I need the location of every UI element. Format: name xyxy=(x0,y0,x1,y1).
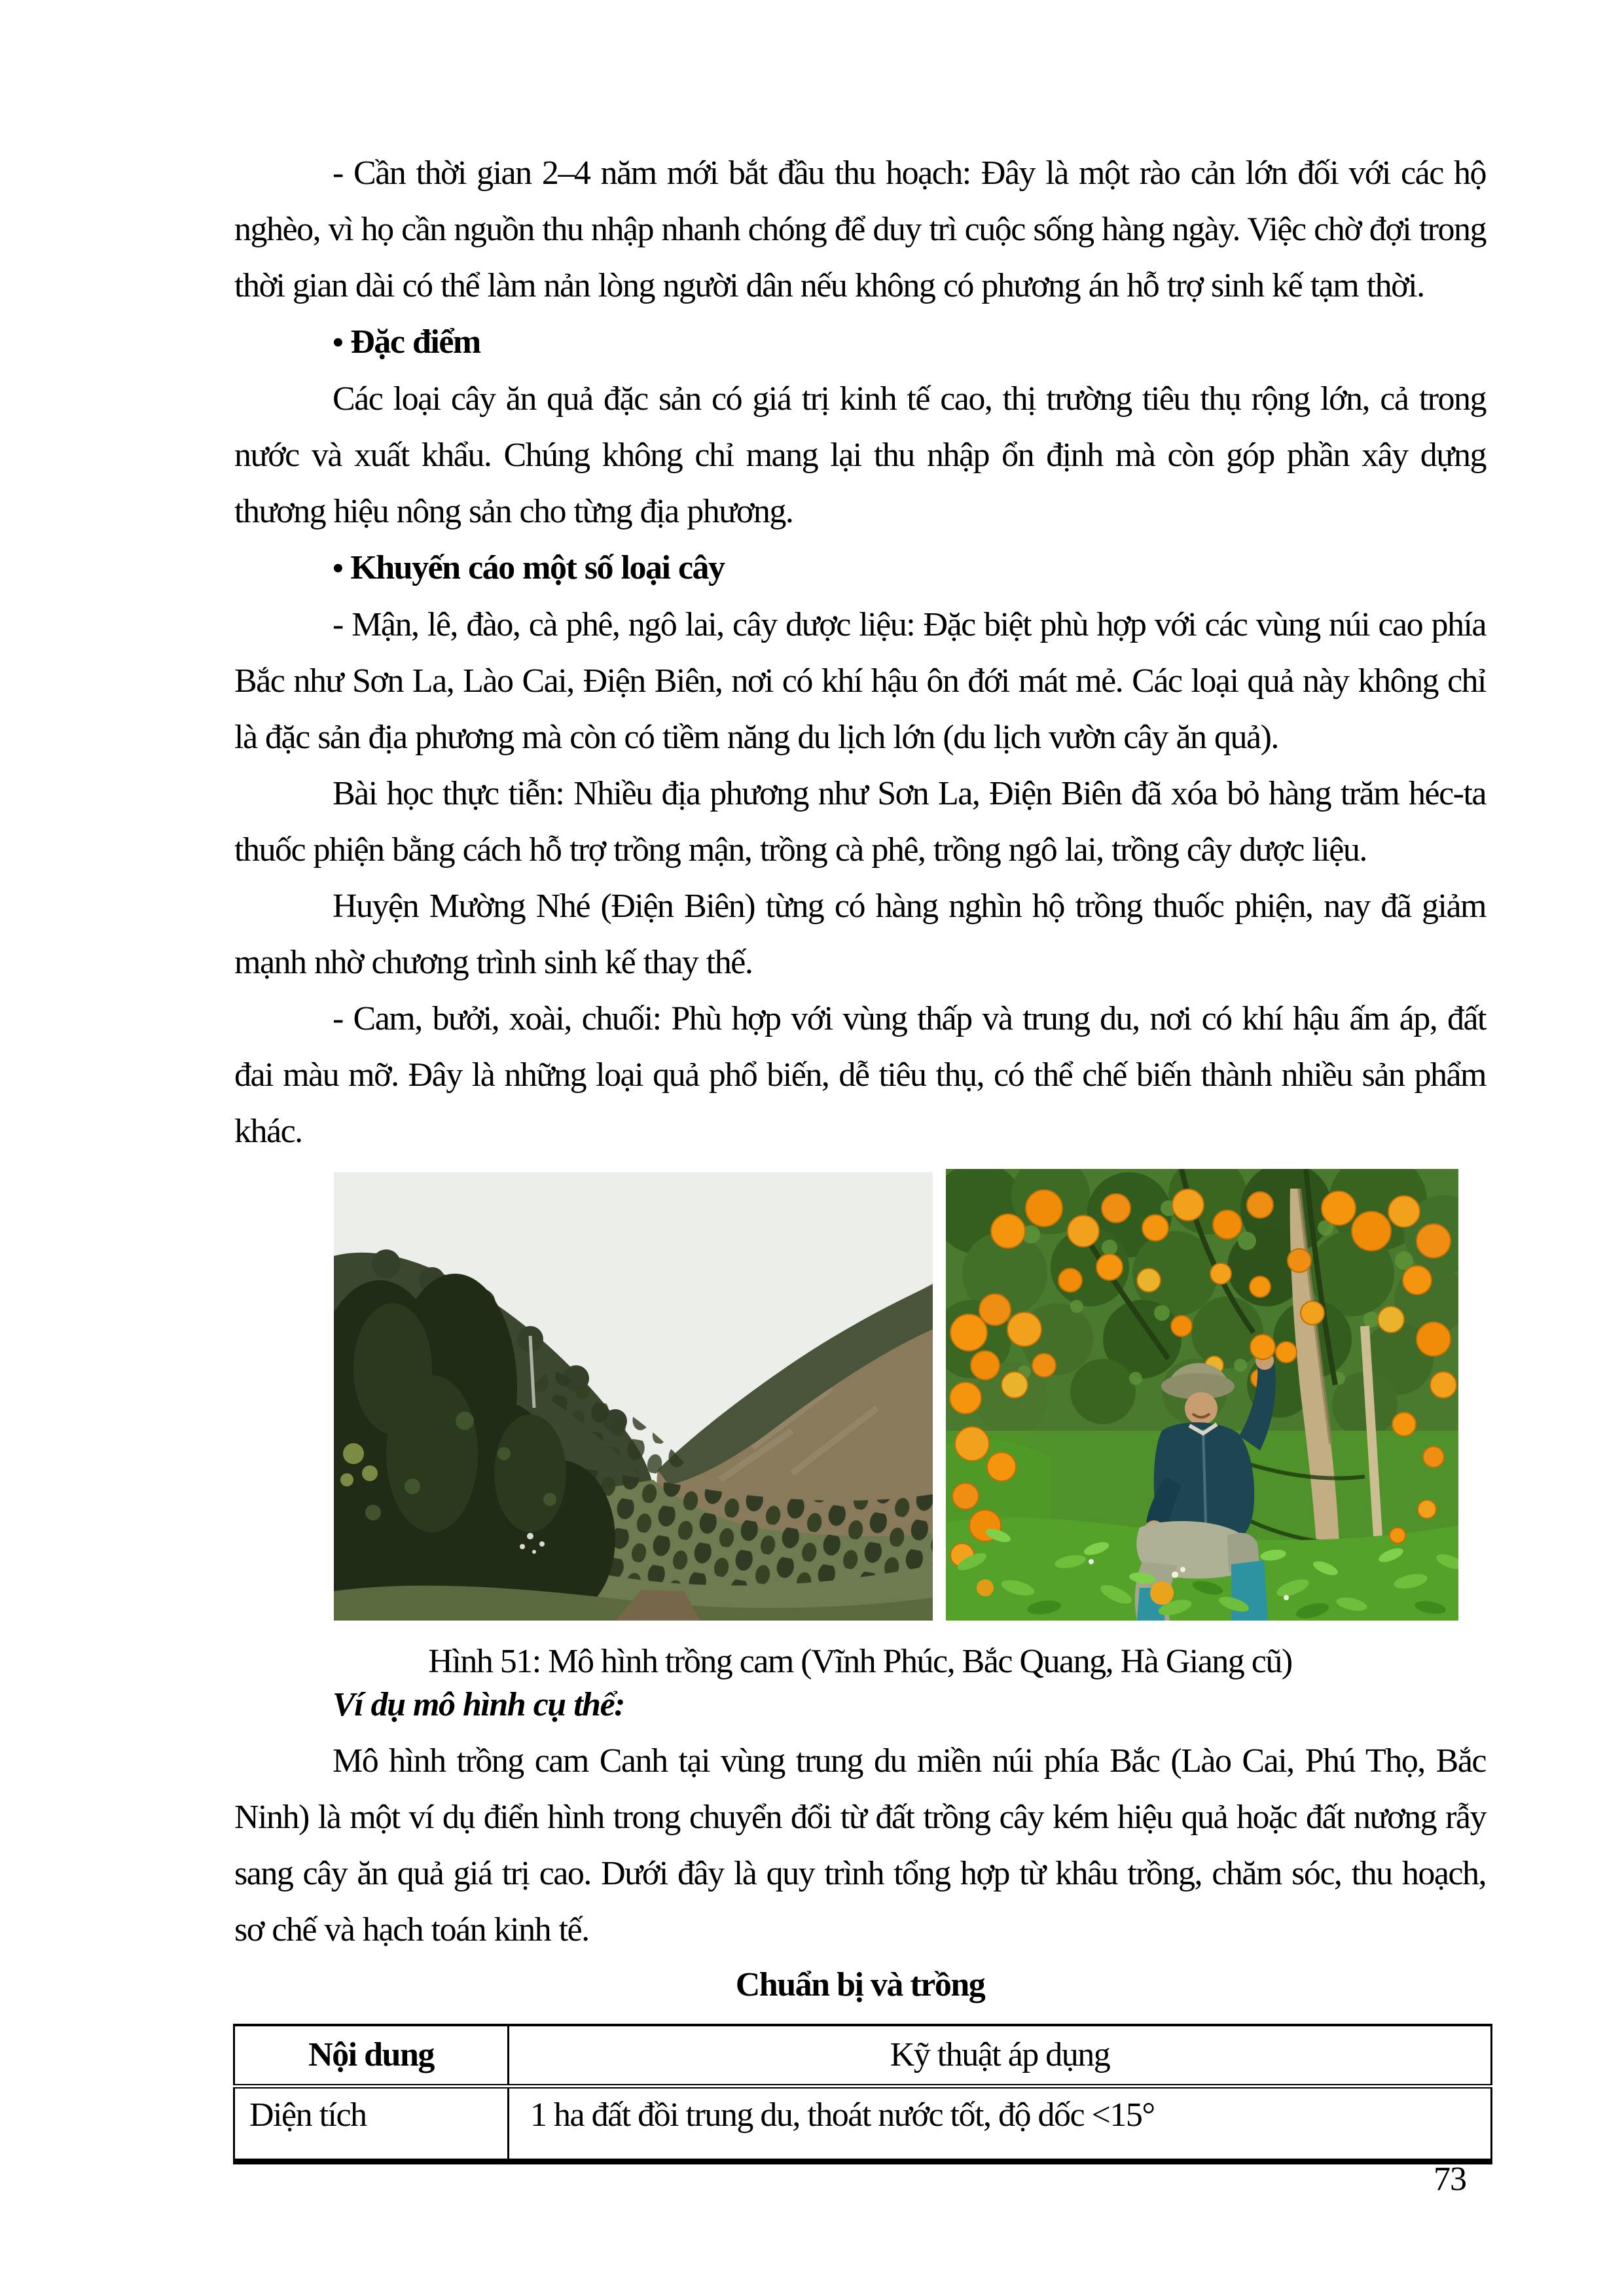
body-text-block xyxy=(234,145,1486,1160)
data-table xyxy=(233,2024,1492,2164)
bullet-label: Khuyến cáo một số loại cây xyxy=(350,549,725,586)
example-text-block xyxy=(234,1677,1486,1958)
paragraph-man-le-dao: - Mận, lê, đào, cà phê, ngô lai, cây dược liệu: Đặc biệt phù hợp với các vùng núi cao phía Bắc như Sơn La, Lào Cai, Điện Biên, nơi có khí hậu ôn đới mát mẻ. Các loại quả này không chỉ là đặc sản địa phương mà còn có tiềm năng du lịch lớn (du lịch vườn cây ăn quả). xyxy=(234,606,1486,756)
bullet-label: Đặc điểm xyxy=(350,323,480,361)
bullet-icon: • xyxy=(333,551,343,586)
table-header-ky-thuat: Kỹ thuật áp dụng xyxy=(509,2025,1492,2087)
farmer-harvesting-oranges-photo xyxy=(946,1169,1458,1621)
bullet-item-khuyencao xyxy=(234,540,1486,597)
hillside-orchard-photo xyxy=(334,1172,933,1621)
example-label: Ví dụ mô hình cụ thể: xyxy=(333,1686,624,1723)
table-cell-dien-tich-value: 1 ha đất đồi trung du, thoát nước tốt, độ dốc <15° xyxy=(530,2096,1155,2134)
paragraph-cam-buoi: - Cam, bưởi, xoài, chuối: Phù hợp với vùng thấp và trung du, nơi có khí hậu ấm áp, đất đai màu mỡ. Đây là những loại quả phổ biến, dễ tiêu thụ, có thể chế biến thành nhiều sản phẩm khác. xyxy=(234,1000,1486,1150)
bullet-icon: • xyxy=(333,325,343,360)
figure-caption: Hình 51: Mô hình trồng cam (Vĩnh Phúc, Bắc Quang, Hà Giang cũ) xyxy=(428,1643,1292,1680)
table-cell-dien-tich: Diện tích xyxy=(234,2087,509,2162)
table-header-row xyxy=(234,2025,1492,2087)
bullet-item-dacdiem xyxy=(234,314,1486,371)
page-number: 73 xyxy=(1434,2161,1466,2198)
section-heading: Chuẩn bị và trồng xyxy=(735,1966,985,2003)
paragraph-bai-hoc: Bài học thực tiễn: Nhiều địa phương như Sơn La, Điện Biên đã xóa bỏ hàng trăm héc-ta thuốc phiện bằng cách hỗ trợ trồng mận, trồng cà phê, trồng ngô lai, trồng cây dược liệu. xyxy=(234,775,1486,869)
paragraph-cam-canh: Mô hình trồng cam Canh tại vùng trung du miền núi phía Bắc (Lào Cai, Phú Thọ, Bắc Ninh) là một ví dụ điển hình trong chuyển đổi từ đất trồng cây kém hiệu quả hoặc đất nương rẫy sang cây ăn quả giá trị cao. Dưới đây là quy trình tổng hợp từ khâu trồng, chăm sóc, thu hoạch, sơ chế và hạch toán kinh tế. xyxy=(234,1742,1486,1948)
paragraph-muong-nhe: Huyện Mường Nhé (Điện Biên) từng có hàng nghìn hộ trồng thuốc phiện, nay đã giảm mạnh nhờ chương trình sinh kế thay thế. xyxy=(234,888,1486,981)
paragraph-dacdiem-body: Các loại cây ăn quả đặc sản có giá trị kinh tế cao, thị trường tiêu thụ rộng lớn, cả trong nước và xuất khẩu. Chúng không chỉ mang lại thu nhập ổn định mà còn góp phần xây dựng thương hiệu nông sản cho từng địa phương. xyxy=(234,380,1486,530)
table-header-noi-dung: Nội dung xyxy=(234,2025,509,2087)
figure-row xyxy=(334,1169,1458,1621)
table-row xyxy=(234,2087,1492,2162)
paragraph-harvest-delay: - Cần thời gian 2–4 năm mới bắt đầu thu hoạch: Đây là một rào cản lớn đối với các hộ nghèo, vì họ cần nguồn thu nhập nhanh chóng để duy trì cuộc sống hàng ngày. Việc chờ đợi trong thời gian dài có thể làm nản lòng người dân nếu không có phương án hỗ trợ sinh kế tạm thời. xyxy=(234,154,1486,304)
